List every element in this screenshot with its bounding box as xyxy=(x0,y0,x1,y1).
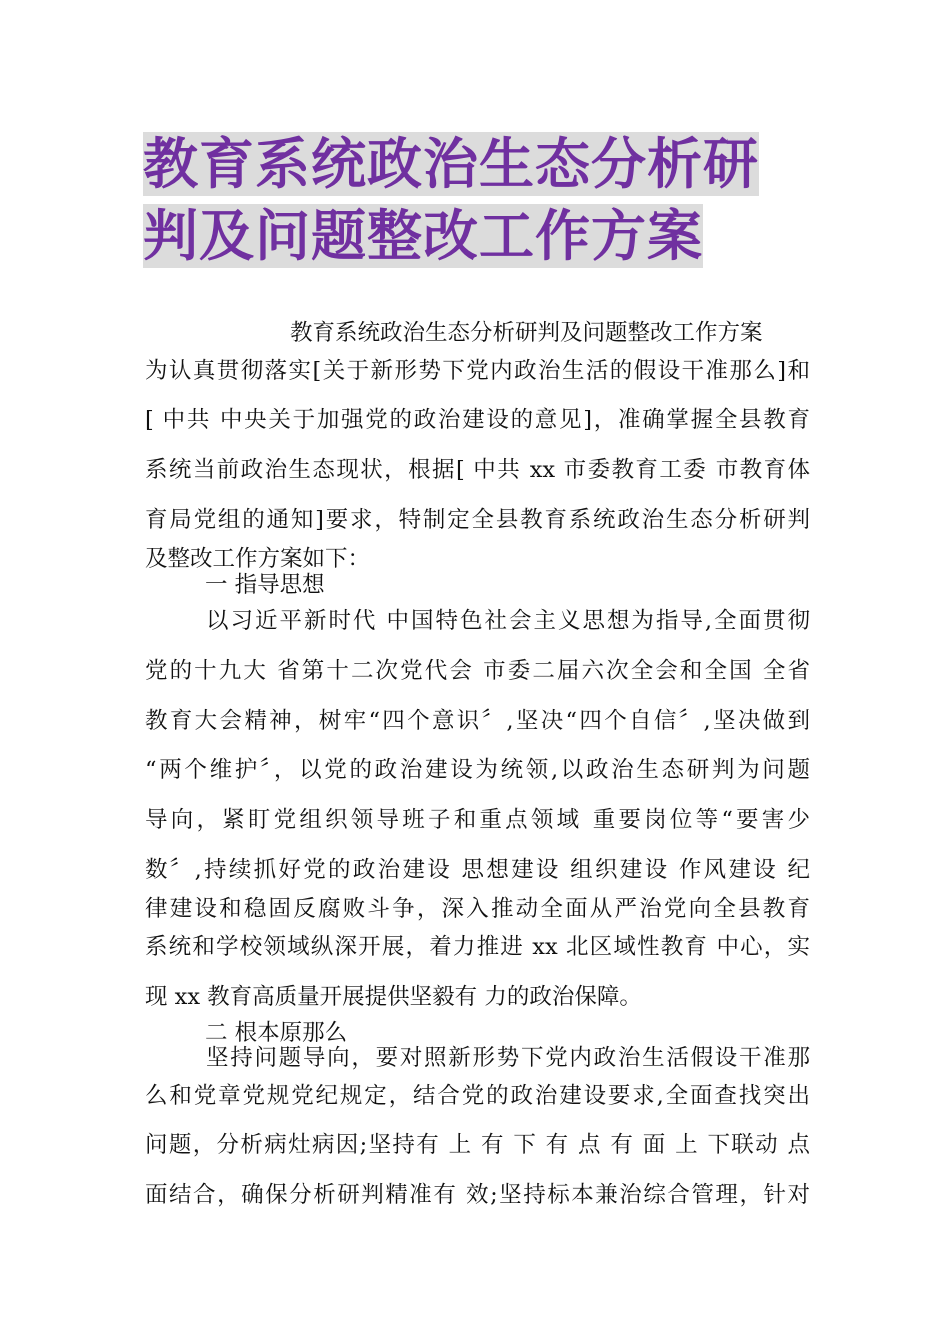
body-line: 教育大会精神，树牢“四个意识〞,坚决“四个自信〞,坚决做到 xyxy=(145,708,810,734)
section-heading: 二 根本原那么 xyxy=(205,1020,348,1046)
title-line-1: 教育系统政治生态分析研 xyxy=(143,132,760,196)
body-line: “两个维护〞，以党的政治建设为统领,以政治生态研判为问题 xyxy=(145,757,810,783)
body-line: 及整改工作方案如下： xyxy=(145,546,371,572)
body-line: 以习近平新时代 中国特色社会主义思想为指导,全面贯彻 xyxy=(206,608,810,634)
body-line: 现 xx 教育高质量开展提供坚毅有 力的政治保障。 xyxy=(145,984,642,1010)
body-line: 党的十九大 省第十二次党代会 市委二届六次全会和全国 全省 xyxy=(145,658,810,684)
document-title xyxy=(143,128,813,272)
body-line: 导向，紧盯党组织领导班子和重点领域 重要岗位等“要害少 xyxy=(145,807,810,833)
body-line: 教育系统政治生态分析研判及问题整改工作方案 xyxy=(290,320,763,346)
body-line: [ 中共 中央关于加强党的政治建设的意见]，准确掌握全县教育 xyxy=(145,407,810,433)
body-line: 面结合，确保分析研判精准有 效;坚持标本兼治综合管理，针对 xyxy=(145,1182,810,1208)
body-line: 坚持问题导向，要对照新形势下党内政治生活假设干准那 xyxy=(206,1045,810,1071)
title-line-2: 判及问题整改工作方案 xyxy=(143,204,704,268)
body-line: 育局党组的通知]要求，特制定全县教育系统政治生态分析研判 xyxy=(145,507,810,533)
body-line: 为认真贯彻落实[关于新形势下党内政治生活的假设干准那么]和 xyxy=(145,358,810,384)
body-line: 系统当前政治生态现状，根据[ 中共 xx 市委教育工委 市教育体 xyxy=(145,457,810,483)
body-line: 数〞,持续抓好党的政治建设 思想建设 组织建设 作风建设 纪 xyxy=(145,857,810,883)
body-line: 系统和学校领域纵深开展，着力推进 xx 北区域性教育 中心，实 xyxy=(145,934,810,960)
section-heading: 一 指导思想 xyxy=(205,572,325,598)
body-line: 律建设和稳固反腐败斗争，深入推动全面从严治党向全县教育 xyxy=(145,896,810,922)
body-line: 问题，分析病灶病因;坚持有 上 有 下 有 点 有 面 上 下联动 点 xyxy=(145,1132,810,1158)
body-line: 么和党章党规党纪规定，结合党的政治建设要求,全面查找突出 xyxy=(145,1083,810,1109)
